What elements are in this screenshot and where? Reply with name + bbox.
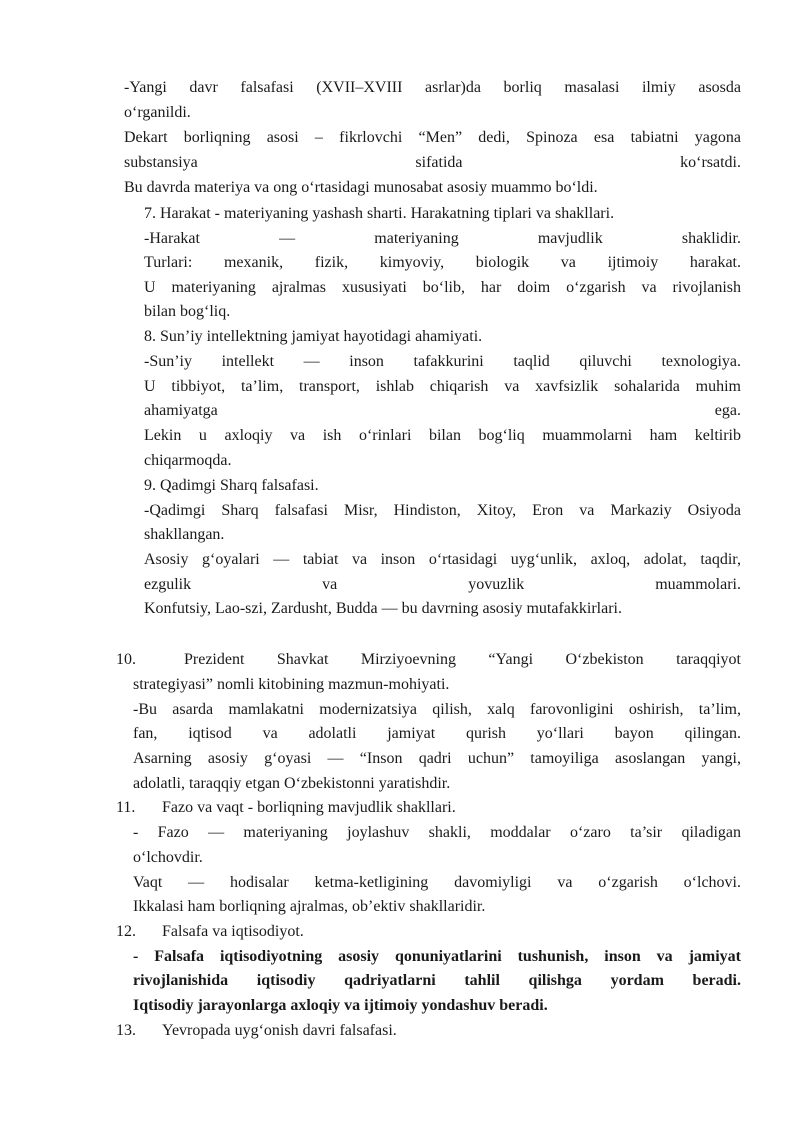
section-9-line-1: -Qadimgi Sharq falsafasi Misr, Hindiston, Xitoy, Eron va Markaziy Osiyoda bbox=[144, 502, 741, 519]
section-12-line-3: Iqtisodiy jarayonlarga axloqiy va ijtimoiy yondashuv beradi. bbox=[133, 997, 548, 1014]
section-12-line-1: - Falsafa iqtisodiyotning asosiy qonuniyatlarini tushunish, inson va jamiyat bbox=[133, 948, 741, 965]
section-7-heading: 7. Harakat - materiyaning yashash sharti. Harakatning tiplari va shakllari. bbox=[144, 205, 615, 222]
section-8-line-5: chiqarmoqda. bbox=[144, 452, 232, 469]
section-8-line-4: Lekin u axloqiy va ish oʻrinlari bilan bogʻliq muammolarni ham keltirib bbox=[144, 427, 741, 444]
section-7-line-2: Turlari: mexanik, fizik, kimyoviy, biologik va ijtimoiy harakat. bbox=[144, 254, 741, 271]
section-10-heading-line-1: Prezident Shavkat Mirziyoevning “Yangi Oʻzbekiston taraqqiyot bbox=[184, 651, 741, 668]
section-8-line-1: -Sun’iy intellekt — inson tafakkurini taqlid qiluvchi texnologiya. bbox=[144, 353, 741, 370]
section-8-line-2: U tibbiyot, ta’lim, transport, ishlab chiqarish va xavfsizlik sohalarida muhim bbox=[144, 378, 741, 395]
section-9-line-5: Konfutsiy, Lao-szi, Zardusht, Budda — bu davrning asosiy mutafakkirlari. bbox=[144, 600, 622, 617]
section-9-line-4: ezgulik va yovuzlik muammolari. bbox=[144, 576, 741, 593]
section-7-line-3: U materiyaning ajralmas xususiyati boʻlib, har doim oʻzgarish va rivojlanish bbox=[144, 279, 741, 296]
section-8-heading: 8. Sun’iy intellektning jamiyat hayotidagi ahamiyati. bbox=[144, 328, 483, 345]
section-9-heading: 9. Qadimgi Sharq falsafasi. bbox=[144, 477, 319, 494]
intro-line-5: Bu davrda materiya va ong oʻrtasidagi munosabat asosiy muammo boʻldi. bbox=[124, 179, 598, 196]
section-10-number: 10. bbox=[116, 651, 136, 668]
section-11-number: 11. bbox=[116, 799, 136, 816]
section-11-line-1: - Fazo — materiyaning joylashuv shakli, moddalar oʻzaro ta’sir qiladigan bbox=[133, 824, 741, 841]
section-12-heading: Falsafa va iqtisodiyot. bbox=[162, 923, 304, 940]
intro-line-3: Dekart borliqning asosi – fikrlovchi “Men” dedi, Spinoza esa tabiatni yagona bbox=[124, 129, 741, 146]
section-11-line-4: Ikkalasi ham borliqning ajralmas, ob’ektiv shakllaridir. bbox=[133, 898, 486, 915]
section-13-heading: Yevropada uygʻonish davri falsafasi. bbox=[162, 1022, 397, 1039]
section-7-line-4: bilan bogʻliq. bbox=[144, 303, 231, 320]
section-9-line-3: Asosiy gʻoyalari — tabiat va inson oʻrtasidagi uygʻunlik, axloq, adolat, taqdir, bbox=[144, 551, 741, 568]
section-11-heading: Fazo va vaqt - borliqning mavjudlik shakllari. bbox=[162, 799, 456, 816]
section-11-line-2: oʻlchovdir. bbox=[133, 849, 203, 866]
intro-line-2: oʻrganildi. bbox=[124, 104, 191, 121]
section-10-line-2: fan, iqtisod va adolatli jamiyat qurish yoʻllari bayon qilingan. bbox=[133, 725, 741, 742]
section-10-line-3: Asarning asosiy gʻoyasi — “Inson qadri uchun” tamoyiliga asoslangan yangi, bbox=[133, 750, 741, 767]
section-8-line-3: ahamiyatga ega. bbox=[144, 402, 741, 419]
section-7-line-1: -Harakat — materiyaning mavjudlik shaklidir. bbox=[144, 230, 741, 247]
intro-line-4: substansiya sifatida koʻrsatdi. bbox=[124, 154, 741, 171]
section-10-line-4: adolatli, taraqqiy etgan Oʻzbekistonni yaratishdir. bbox=[133, 775, 451, 792]
section-11-line-3: Vaqt — hodisalar ketma-ketligining davomiyligi va oʻzgarish oʻlchovi. bbox=[133, 874, 741, 891]
section-12-line-2: rivojlanishida iqtisodiy qadriyatlarni tahlil qilishga yordam beradi. bbox=[133, 972, 741, 989]
intro-line-1: -Yangi davr falsafasi (XVII–XVIII asrlar)da borliq masalasi ilmiy asosda bbox=[124, 79, 741, 96]
section-12-number: 12. bbox=[116, 923, 136, 940]
section-9-line-2: shakllangan. bbox=[144, 526, 225, 543]
section-13-number: 13. bbox=[116, 1022, 136, 1039]
section-10-line-1: -Bu asarda mamlakatni modernizatsiya qilish, xalq farovonligini oshirish, ta’lim, bbox=[133, 701, 741, 718]
section-10-heading-line-2: strategiyasi” nomli kitobining mazmun-mohiyati. bbox=[133, 676, 450, 693]
